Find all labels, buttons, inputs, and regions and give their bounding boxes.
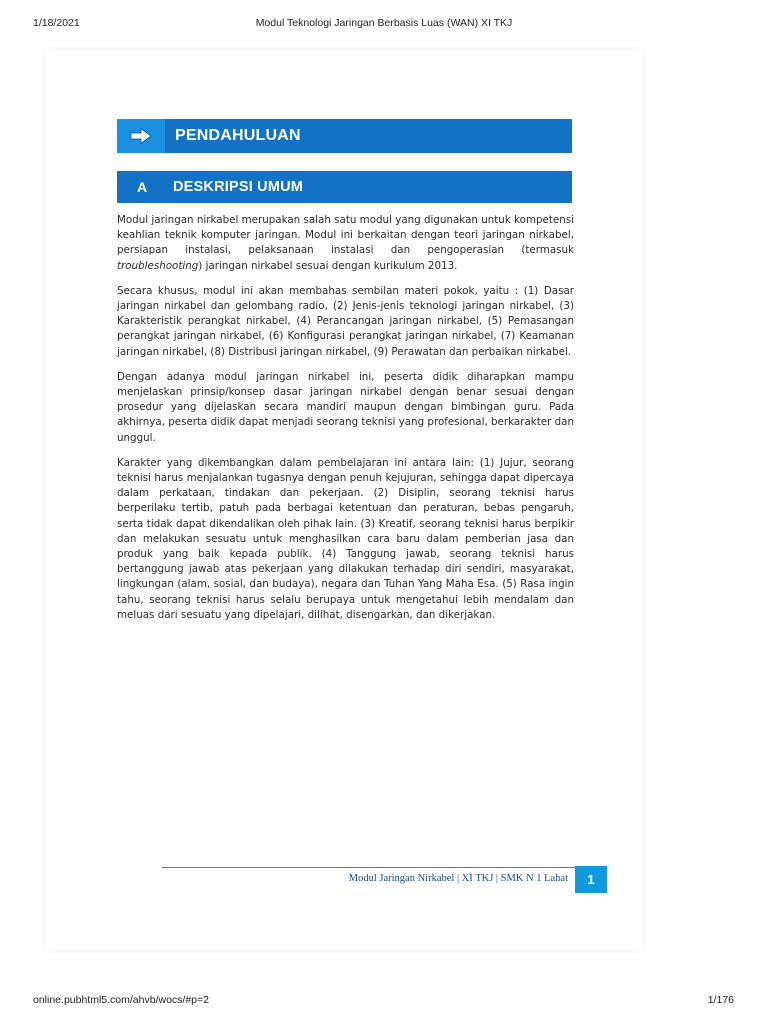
banner-icon-box <box>117 119 165 153</box>
subsection-title: DESKRIPSI UMUM <box>173 179 304 195</box>
print-date: 1/18/2021 <box>33 17 80 29</box>
page-number-badge: 1 <box>575 866 607 893</box>
paragraph-intro-italic: troubleshooting <box>117 259 199 272</box>
print-url: online.pubhtml5.com/ahvb/wocs/#p=2 <box>33 994 209 1006</box>
pendahuluan-banner <box>117 119 572 153</box>
paragraph-intro-text-2: ) jaringan nirkabel sesuai dengan kurikulum 2013. <box>198 259 458 272</box>
print-title: Modul Teknologi Jaringan Berbasis Luas (WAN) XI TKJ <box>255 17 513 29</box>
section-letter: A <box>136 179 148 195</box>
body-content <box>117 213 574 633</box>
paragraph-character: Karakter yang dikembangkan dalam pembelajaran ini antara lain: (1) Jujur, seorang teknisi harus menjalankan tugasnya dengan penuh kejujuran, sehingga dapat dipercaya dalam perkataan, tindakan dan pekerjaan. (2) Disiplin, seorang teknisi harus berperilaku tertib, patuh pada berbagai ketentuan dan peraturan, bebas pengaruh, serta tidak dapat dikendalikan oleh pihak lain. (3) Kreatif, seorang teknisi harus berpikir dan melakukan sesuatu untuk menghasilkan cara baru dalam pemberian jasa dan produk yang baik kepada publik. (4) Tanggung jawab, seorang teknisi harus bertanggung jawab atas pekerjaan yang dilakukan terhadap diri sendiri, masyarakat, lingkungan (alam, sosial, dan budaya), negara dan Tuhan Yang Maha Esa. (5) Rasa ingin tahu, seorang teknisi harus selalu berupaya untuk mengetahui lebih mendalam dan meluas dari sesuatu yang dipelajari, dilihat, disengarkan, dan dikerjakan. <box>117 456 574 621</box>
page-footer-text: Modul Jaringan Nirkabel | XI TKJ | SMK N 1 Lahat <box>348 873 568 884</box>
paragraph-intro-text-1: Modul jaringan nirkabel merupakan salah satu modul yang digunakan untuk kompetensi keahlian teknik komputer jaringan. Modul ini berkaitan dengan teori jaringan nirkabel, persiapan instalasi, pelaksanaan instalasi dan pengoperasian (termasuk <box>117 214 574 257</box>
paragraph-topics: Secara khusus, modul ini akan membahas sembilan materi pokok, yaitu : (1) Dasar jaringan nirkabel dan gelombang radio, (2) Jenis-jenis teknologi jaringan nirkabel, (3) Karakteristik perangkat nirkabel, (4) Perancangan jaringan nirkabel, (5) Pemasangan perangkat jaringan nirkabel, (6) Konfigurasi perangkat jaringan nirkabel, (7) Keamanan jaringan nirkabel, (8) Distribusi jaringan nirkabel, (9) Perawatan dan perbaikan nirkabel. <box>117 284 574 358</box>
paragraph-intro <box>117 213 574 274</box>
deskripsi-umum-banner <box>117 171 572 203</box>
paragraph-goals: Dengan adanya modul jaringan nirkabel ini, peserta didik diharapkan mampu menjelaskan prinsip/konsep dasar jaringan nirkabel dengan benar sesuai dengan prosedur yang dijelaskan secara mandiri maupun dengan bimbingan guru. Pada akhirnya, peserta didik dapat menjadi seorang teknisi yang profesional, berkarakter dan unggul. <box>117 370 574 444</box>
footer-rule <box>162 867 575 868</box>
print-page-count: 1/176 <box>707 994 734 1006</box>
section-title: PENDAHULUAN <box>175 127 301 144</box>
right-arrow-icon <box>130 128 152 144</box>
